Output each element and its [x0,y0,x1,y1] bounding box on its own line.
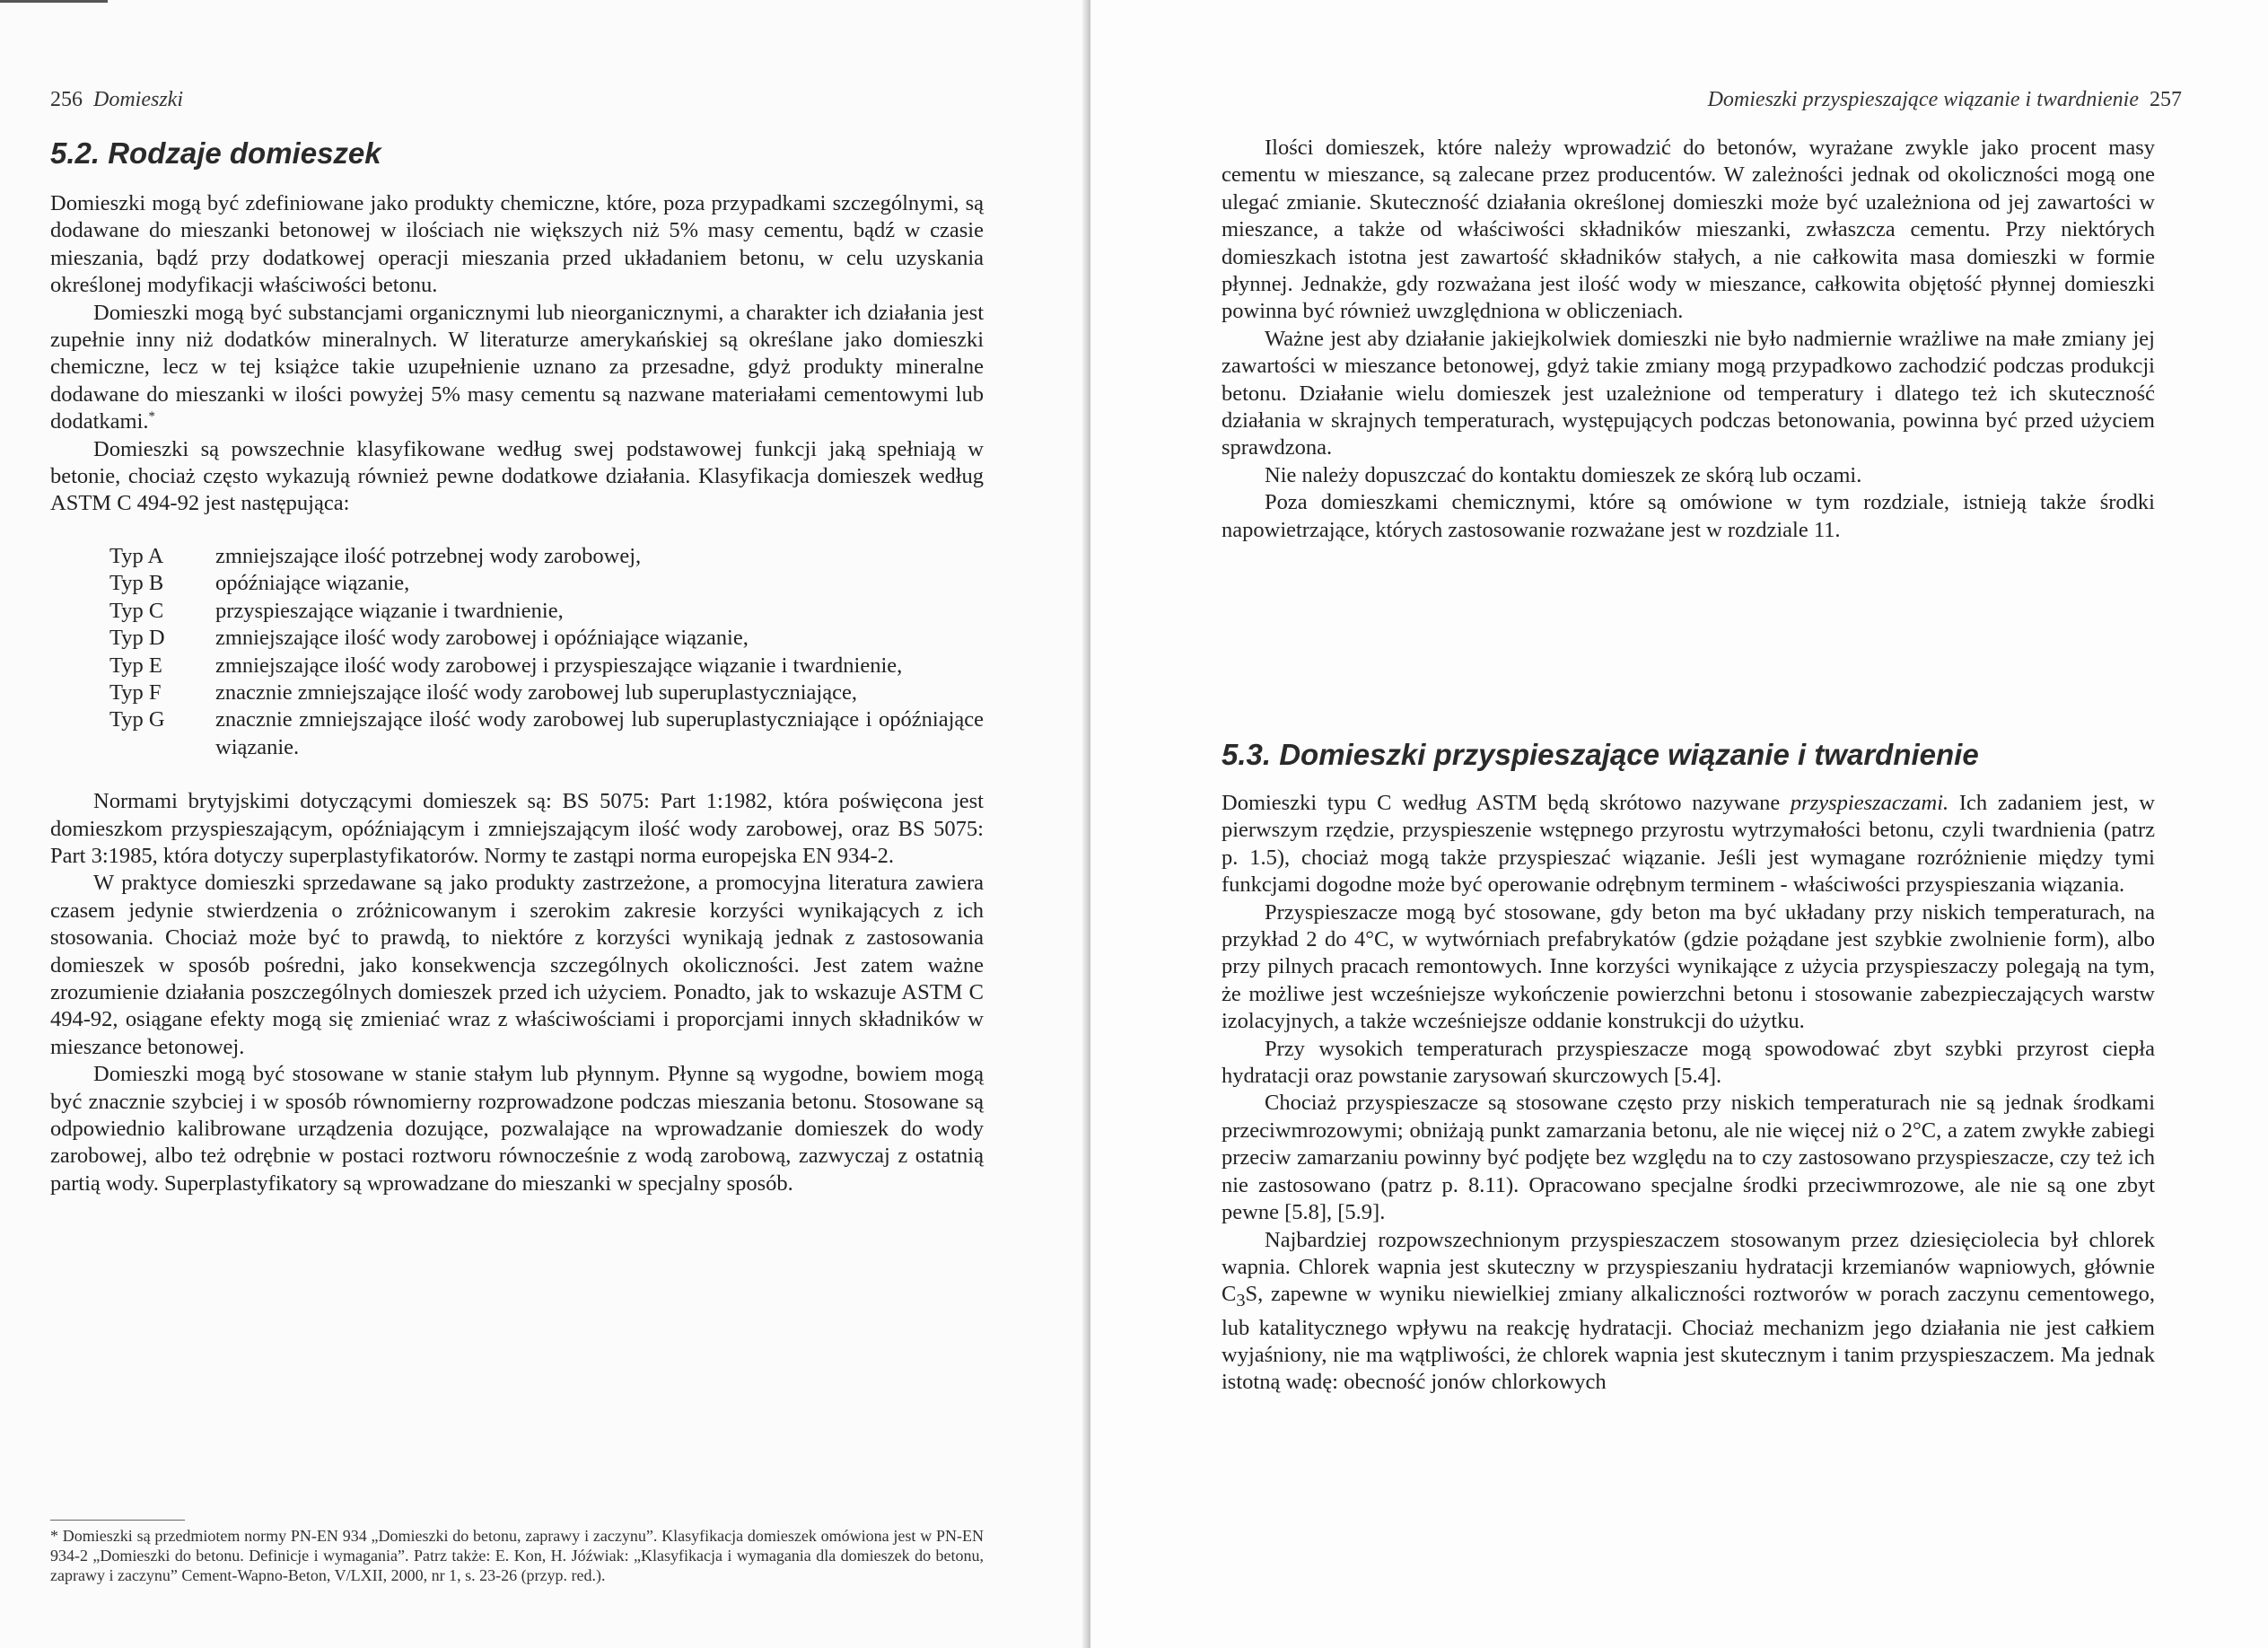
left-running-title: Domieszki [93,88,183,111]
paragraph: Przyspieszacze mogą być stosowane, gdy beton ma być układany przy niskich temperaturach, na przykład 2 do 4°C, w wytwórniach prefabrykatów (gdzie pożądane jest szybkie zwolnienie form), albo przy pilnych pracach remontowych. Inne korzyści wynikające z użycia przyspieszaczy polegają na tym, że możliwe jest wcześniejsze wykończenie powierzchni betonu i stosowanie zabezpieczających warstw izolacyjnych, a także wcześniejsze oddanie konstrukcji do użytku. [1222,899,2155,1034]
footnote-divider [50,1520,185,1521]
type-description: zmniejszające ilość wody zarobowej i opóźniające wiązanie, [215,626,749,651]
list-item [109,653,984,679]
admixture-type-list [109,543,984,761]
left-body-text [50,190,984,1197]
type-code: Typ C [109,598,164,623]
type-description: znacznie zmniejszające ilość wody zarobowej lub superuplastyczniające i opóźniające wiązanie. [215,707,984,759]
paragraph: Przy wysokich temperaturach przyspieszacze mogą spowodować zbyt szybki przyrost ciepła hydratacji oraz powstanie zarysowań skurczowych [5.4]. [1222,1036,2155,1089]
right-page [1090,0,2268,1648]
paragraph: Domieszki są powszechnie klasyfikowane według swej podstawowej funkcji jaką spełniają w betonie, chociaż często wykazują również pewne dodatkowe działania. Klasyfikacja domieszek według ASTM C 494-92 jest następująca: [50,436,984,516]
paragraph: Domieszki mogą być substancjami organicznymi lub nieorganicznymi, a charakter ich działania jest zupełnie inny niż dodatków mineralnych. W literaturze amerykańskiej są określane jako domieszki chemiczne, lecz w tej książce takie uzupełnienie uznano za przesadne, gdyż produkty mineralne dodawane do mieszanki w ilości powyżej 5% masy cementu są nazwane materiałami cementowymi lub dodatkami.* [50,300,984,434]
scan-edge-mark [0,0,108,3]
left-page-number: 256 [50,88,83,111]
paragraph: Domieszki mogą być zdefiniowane jako produkty chemiczne, które, poza przypadkami szczególnymi, są dodawane do mieszanki betonowej w ilościach nie większych niż 5% masy cementu, bądź w czasie mieszania, bądź przy dodatkowej operacji mieszania przed układaniem betonu, w celu uzyskania określonej modyfikacji właściwości betonu. [50,191,984,298]
type-code: Typ G [109,707,165,732]
section-title-5-2: 5.2. Rodzaje domieszek [50,136,381,170]
right-body-text-section [1222,790,2155,1397]
type-description: znacznie zmniejszające ilość wody zarobowej lub superuplastyczniające, [215,679,857,705]
section-title-5-3: 5.3. Domieszki przyspieszające wiązanie i twardnienie [1222,738,1979,771]
list-item [109,625,984,652]
type-code: Typ A [109,543,164,568]
type-description: opóźniające wiązanie, [215,571,410,596]
list-item [109,543,984,570]
paragraph: Chociaż przyspieszacze są stosowane często przy niskich temperaturach nie są jednak środkami przeciwmrozowymi; obniżają punkt zamarzania betonu, ale nie więcej niż o 2°C, a zatem zwykłe zabiegi przeciw zamarzaniu powinny być podjęte bez względu na to czy zastosowano przyspieszacze, czy też ich nie zastosowano (patrz p. 8.11). Opracowano specjalne środki przeciwmrozowe, ale nie są one zbyt pewne [5.8], [5.9]. [1222,1091,2155,1225]
term-przyspieszacze: przyspieszaczami. [1790,791,1949,815]
list-item [109,598,984,625]
list-item [109,679,984,706]
type-code: Typ F [109,679,162,705]
list-item [109,706,984,761]
paragraph: Ważne jest aby działanie jakiejkolwiek domieszki nie było nadmiernie wrażliwe na małe zmiany jej zawartości w mieszance betonowej, gdyż takie zmiany mogą przypadkowo zachodzić podczas produkcji betonu. Działanie wielu domieszek jest uzależnione od temperatury i dlatego też ich skuteczność działania w skrajnych temperaturach, występujących podczas betonowania, powinna być przed użyciem sprawdzona. [1222,326,2155,460]
paragraph: Ilości domieszek, które należy wprowadzić do betonów, wyrażane zwykle jako procent masy cementu w mieszance, są zalecane przez producentów. W zależności jednak od okoliczności mogą one ulegać zmianie. Skuteczność działania określonej domieszki może być uzależniona od jej zawartości w mieszance, a także od właściwości składników mieszanki, zwłaszcza cementu. Przy niektórych domieszkach istotna jest zawartość składników stałych, a nie całkowita masa domieszki w formie płynnej. Jednakże, gdy rozważana jest ilość wody w mieszance, całkowita objętość płynnej domieszki powinna być również uwzględniona w obliczeniach. [1222,136,2155,324]
paragraph: Poza domieszkami chemicznymi, które są omówione w tym rozdziale, istnieją także środki napowietrzające, których zastosowanie rozważane jest w rozdziale 11. [1222,490,2155,542]
type-code: Typ B [109,571,164,596]
type-description: zmniejszające ilość wody zarobowej i przyspieszające wiązanie i twardnienie, [215,653,903,678]
paragraph: Nie należy dopuszczać do kontaktu domieszek ze skórą lub oczami. [1265,462,1862,487]
right-body-text-top [1222,135,2155,544]
subscript: 3 [1236,1291,1246,1311]
right-running-header [1708,88,2182,112]
paragraph: Domieszki mogą być stosowane w stanie stałym lub płynnym. Płynne są wygodne, bowiem mogą być znacznie szybciej i w sposób równomierny rozprowadzone podczas mieszania betonu. Stosowane są odpowiednio kalibrowane urządzenia dozujące, pozwalające na wprowadzanie domieszek do wody zarobowej, albo też odrębnie w postaci roztworu równocześnie z wodą zarobową, zazwyczaj z ostatnią partią wody. Superplastyfikatory są wprowadzane do mieszanki w specjalny sposób. [50,1062,984,1196]
footnote-marker: * [148,409,155,425]
left-running-header [50,88,183,112]
paragraph: Domieszki typu C według ASTM będą skrótowo nazywane przyspieszaczami. Ich zadaniem jest, w pierwszym rzędzie, przyspieszenie wstępnego przyrostu wytrzymałości betonu, czyli twardnienia (patrz p. 1.5), chociaż mogą także przyspieszać wiązanie. Jeśli jest wymagane rozróżnienie między tymi funkcjami dogodne może być operowanie odrębnym terminem - właściwości przyspieszania wiązania. [1222,791,2155,898]
right-page-number: 257 [2150,88,2182,111]
type-code: Typ E [109,653,162,678]
left-page [0,0,1090,1648]
footnote: * Domieszki są przedmiotem normy PN-EN 934 „Domieszki do betonu, zaprawy i zaczynu”. Klasyfikacja domieszek omówiona jest w PN-EN 934-2 „Domieszki do betonu. Definicje i wymagania”. Patrz także: E. Kon, H. Jóźwiak: „Klasyfikacja i wymagania dla domieszek do betonu, zaprawy i zaczynu” Cement-Wapno-Beton, V/LXII, 2000, nr 1, s. 23-26 (przyp. red.). [50,1527,984,1584]
paragraph: Najbardziej rozpowszechnionym przyspieszaczem stosowanym przez dziesięciolecia był chlorek wapnia. Chlorek wapnia jest skuteczny w przyspieszaniu hydratacji krzemianów wapniowych, głównie $C_3S$, zapewne w wyniku niewielkiej zmiany alkaliczności roztworów w porach zaczynu cementowego, lub katalitycznego wpływu na reakcję hydratacji. Chociaż mechanizm jego działania nie jest całkiem wyjaśniony, nie ma wątpliwości, że chlorek wapnia jest skutecznym i tanim przyspieszaczem. Ma jednak istotną wadę: obecność jonów chlorkowych [1222,1227,2155,1395]
type-description: przyspieszające wiązanie i twardnienie, [215,598,564,623]
paragraph: W praktyce domieszki sprzedawane są jako produkty zastrzeżone, a promocyjna literatura zawiera czasem jedynie stwierdzenia o zróżnicowanym i szerokim zakresie korzyści wynikających z ich stosowania. Chociaż może być to prawdą, to niektóre z korzyści wynikają jednak z zastosowania domieszek w sposób pośredni, jako konsekwencja szczególnych okoliczności. Jest zatem ważne zrozumienie działania poszczególnych domieszek przed ich użyciem. Ponadto, jak to wskazuje ASTM C 494-92, osiągane efekty mogą się zmieniać wraz z właściwościami i proporcjami innych składników w mieszance betonowej. [50,871,984,1059]
type-description: zmniejszające ilość potrzebnej wody zarobowej, [215,543,642,568]
paragraph: Normami brytyjskimi dotyczącymi domieszek są: BS 5075: Part 1:1982, która poświęcona jest domieszkom przyspieszającym, opóźniającym i zmniejszającym ilość wody zarobowej, oraz BS 5075: Part 3:1985, która dotyczy superplastyfikatorów. Normy te zastąpi norma europejska EN 934-2. [50,789,984,868]
type-code: Typ D [109,626,165,651]
list-item [109,570,984,597]
right-running-title: Domieszki przyspieszające wiązanie i twardnienie [1707,88,2139,111]
